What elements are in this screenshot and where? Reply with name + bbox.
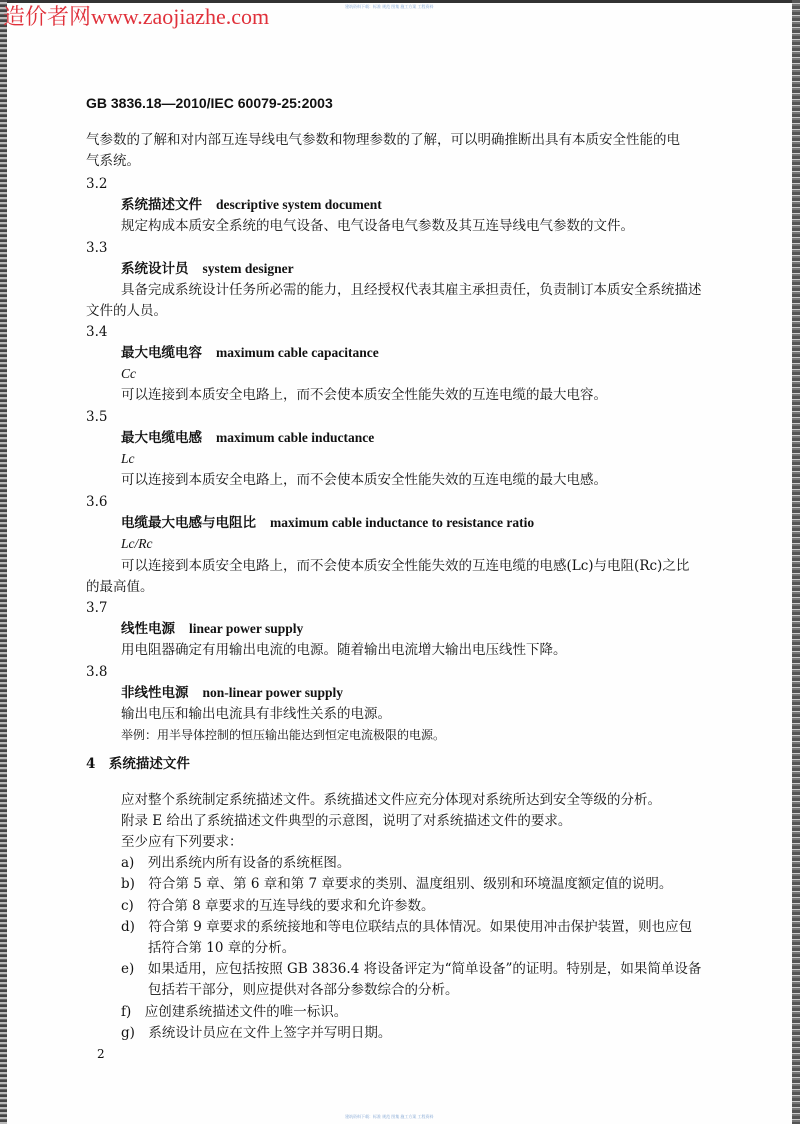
- section-number: 3.6: [86, 494, 108, 510]
- paragraph: 气系统。: [86, 153, 140, 169]
- section-number: 3.7: [86, 600, 108, 616]
- section-number: 3.4: [86, 324, 108, 340]
- scan-edge-right: [792, 0, 800, 1124]
- section-number: 3.2: [86, 176, 108, 192]
- term: [121, 684, 343, 702]
- term-cn: 最大电缆电感: [121, 430, 202, 446]
- definition: 可以连接到本质安全电路上，而不会使本质安全性能失效的互连电缆的最大电感。: [121, 472, 607, 488]
- page-header: GB 3836.18—2010/IEC 60079-25:2003: [86, 95, 333, 111]
- section-number: 3.3: [86, 240, 108, 256]
- term-en: descriptive system document: [216, 197, 382, 212]
- term: [121, 196, 382, 214]
- term-cn: 最大电缆电容: [121, 345, 202, 361]
- list-item: e) 如果适用，应包括按照 GB 3836.4 将设备评定为“简单设备”的证明。特别是，如果简单设备: [121, 961, 702, 977]
- term: [121, 260, 294, 278]
- section-number: 3.8: [86, 664, 108, 680]
- definition: 可以连接到本质安全电路上，而不会使本质安全性能失效的互连电缆的电感(Lc)与电阻(Rc)之比: [121, 558, 690, 574]
- top-note: 建筑资料下载：标准 规范 图集 施工方案 工程资料: [345, 4, 434, 9]
- symbol: Lc: [121, 451, 135, 466]
- watermark: 造价者网www.zaojiazhe.com: [3, 4, 270, 29]
- definition: 用电阻器确定有用输出电流的电源。随着输出电流增大输出电压线性下降。: [121, 642, 567, 658]
- bottom-note: 建筑资料下载：标准 规范 图集 施工方案 工程资料: [345, 1114, 434, 1119]
- term-en: linear power supply: [189, 621, 304, 636]
- section-number: 3.5: [86, 409, 108, 425]
- symbol: Cc: [121, 366, 136, 381]
- term-en: maximum cable inductance: [216, 430, 375, 445]
- scan-edge-left: [0, 0, 7, 1124]
- definition: 具备完成系统设计任务所必需的能力，且经授权代表其雇主承担责任，负责制订本质安全系统描述: [121, 282, 702, 298]
- paragraph: 气参数的了解和对内部互连导线电气参数和物理参数的了解，可以明确推断出具有本质安全性能的电: [86, 132, 680, 148]
- term-en: maximum cable capacitance: [216, 345, 379, 360]
- paragraph: 至少应有下列要求：: [121, 834, 243, 850]
- paragraph: 应对整个系统制定系统描述文件。系统描述文件应充分体现对系统所达到安全等级的分析。: [121, 792, 661, 808]
- term-cn: 线性电源: [121, 621, 175, 637]
- term-en: non-linear power supply: [202, 685, 344, 700]
- list-item: c) 符合第 8 章要求的互连导线的要求和允许参数。: [121, 898, 435, 914]
- term-cn: 系统设计员: [121, 261, 189, 277]
- term-cn: 非线性电源: [121, 685, 189, 701]
- page-number: 2: [97, 1047, 105, 1061]
- list-item: a) 列出系统内所有设备的系统框图。: [121, 855, 351, 871]
- list-item-continuation: 包括若干部分，则应提供对各部分参数综合的分析。: [148, 982, 459, 998]
- term-en: system designer: [202, 261, 294, 276]
- term: [121, 429, 374, 447]
- definition: 的最高值。: [86, 579, 154, 595]
- term-en: maximum cable inductance to resistance ratio: [270, 515, 535, 530]
- paragraph: 附录 E 给出了系统描述文件典型的示意图，说明了对系统描述文件的要求。: [121, 813, 572, 829]
- term: [121, 620, 303, 638]
- definition: 规定构成本质安全系统的电气设备、电气设备电气参数及其互连导线电气参数的文件。: [121, 218, 634, 234]
- list-item-continuation: 括符合第 10 章的分析。: [148, 940, 296, 956]
- symbol: Lc/Rc: [121, 536, 153, 551]
- definition: 文件的人员。: [86, 303, 167, 319]
- term-cn: 系统描述文件: [121, 197, 202, 213]
- term: [121, 344, 379, 362]
- list-item: g) 系统设计员应在文件上签字并写明日期。: [121, 1025, 392, 1041]
- example-note: 举例：用半导体控制的恒压输出能达到恒定电流极限的电源。: [121, 728, 446, 742]
- list-item: f) 应创建系统描述文件的唯一标识。: [121, 1004, 348, 1020]
- list-item: d) 符合第 9 章要求的系统接地和等电位联结点的具体情况。如果使用冲击保护装置，则也应包: [121, 919, 693, 935]
- term-cn: 电缆最大电感与电阻比: [121, 515, 256, 531]
- term: [121, 514, 534, 532]
- section-heading: 4 系统描述文件: [86, 756, 190, 772]
- definition: 输出电压和输出电流具有非线性关系的电源。: [121, 706, 391, 722]
- definition: 可以连接到本质安全电路上，而不会使本质安全性能失效的互连电缆的最大电容。: [121, 387, 607, 403]
- list-item: b) 符合第 5 章、第 6 章和第 7 章要求的类别、温度组别、级别和环境温度额定值的说明。: [121, 876, 673, 892]
